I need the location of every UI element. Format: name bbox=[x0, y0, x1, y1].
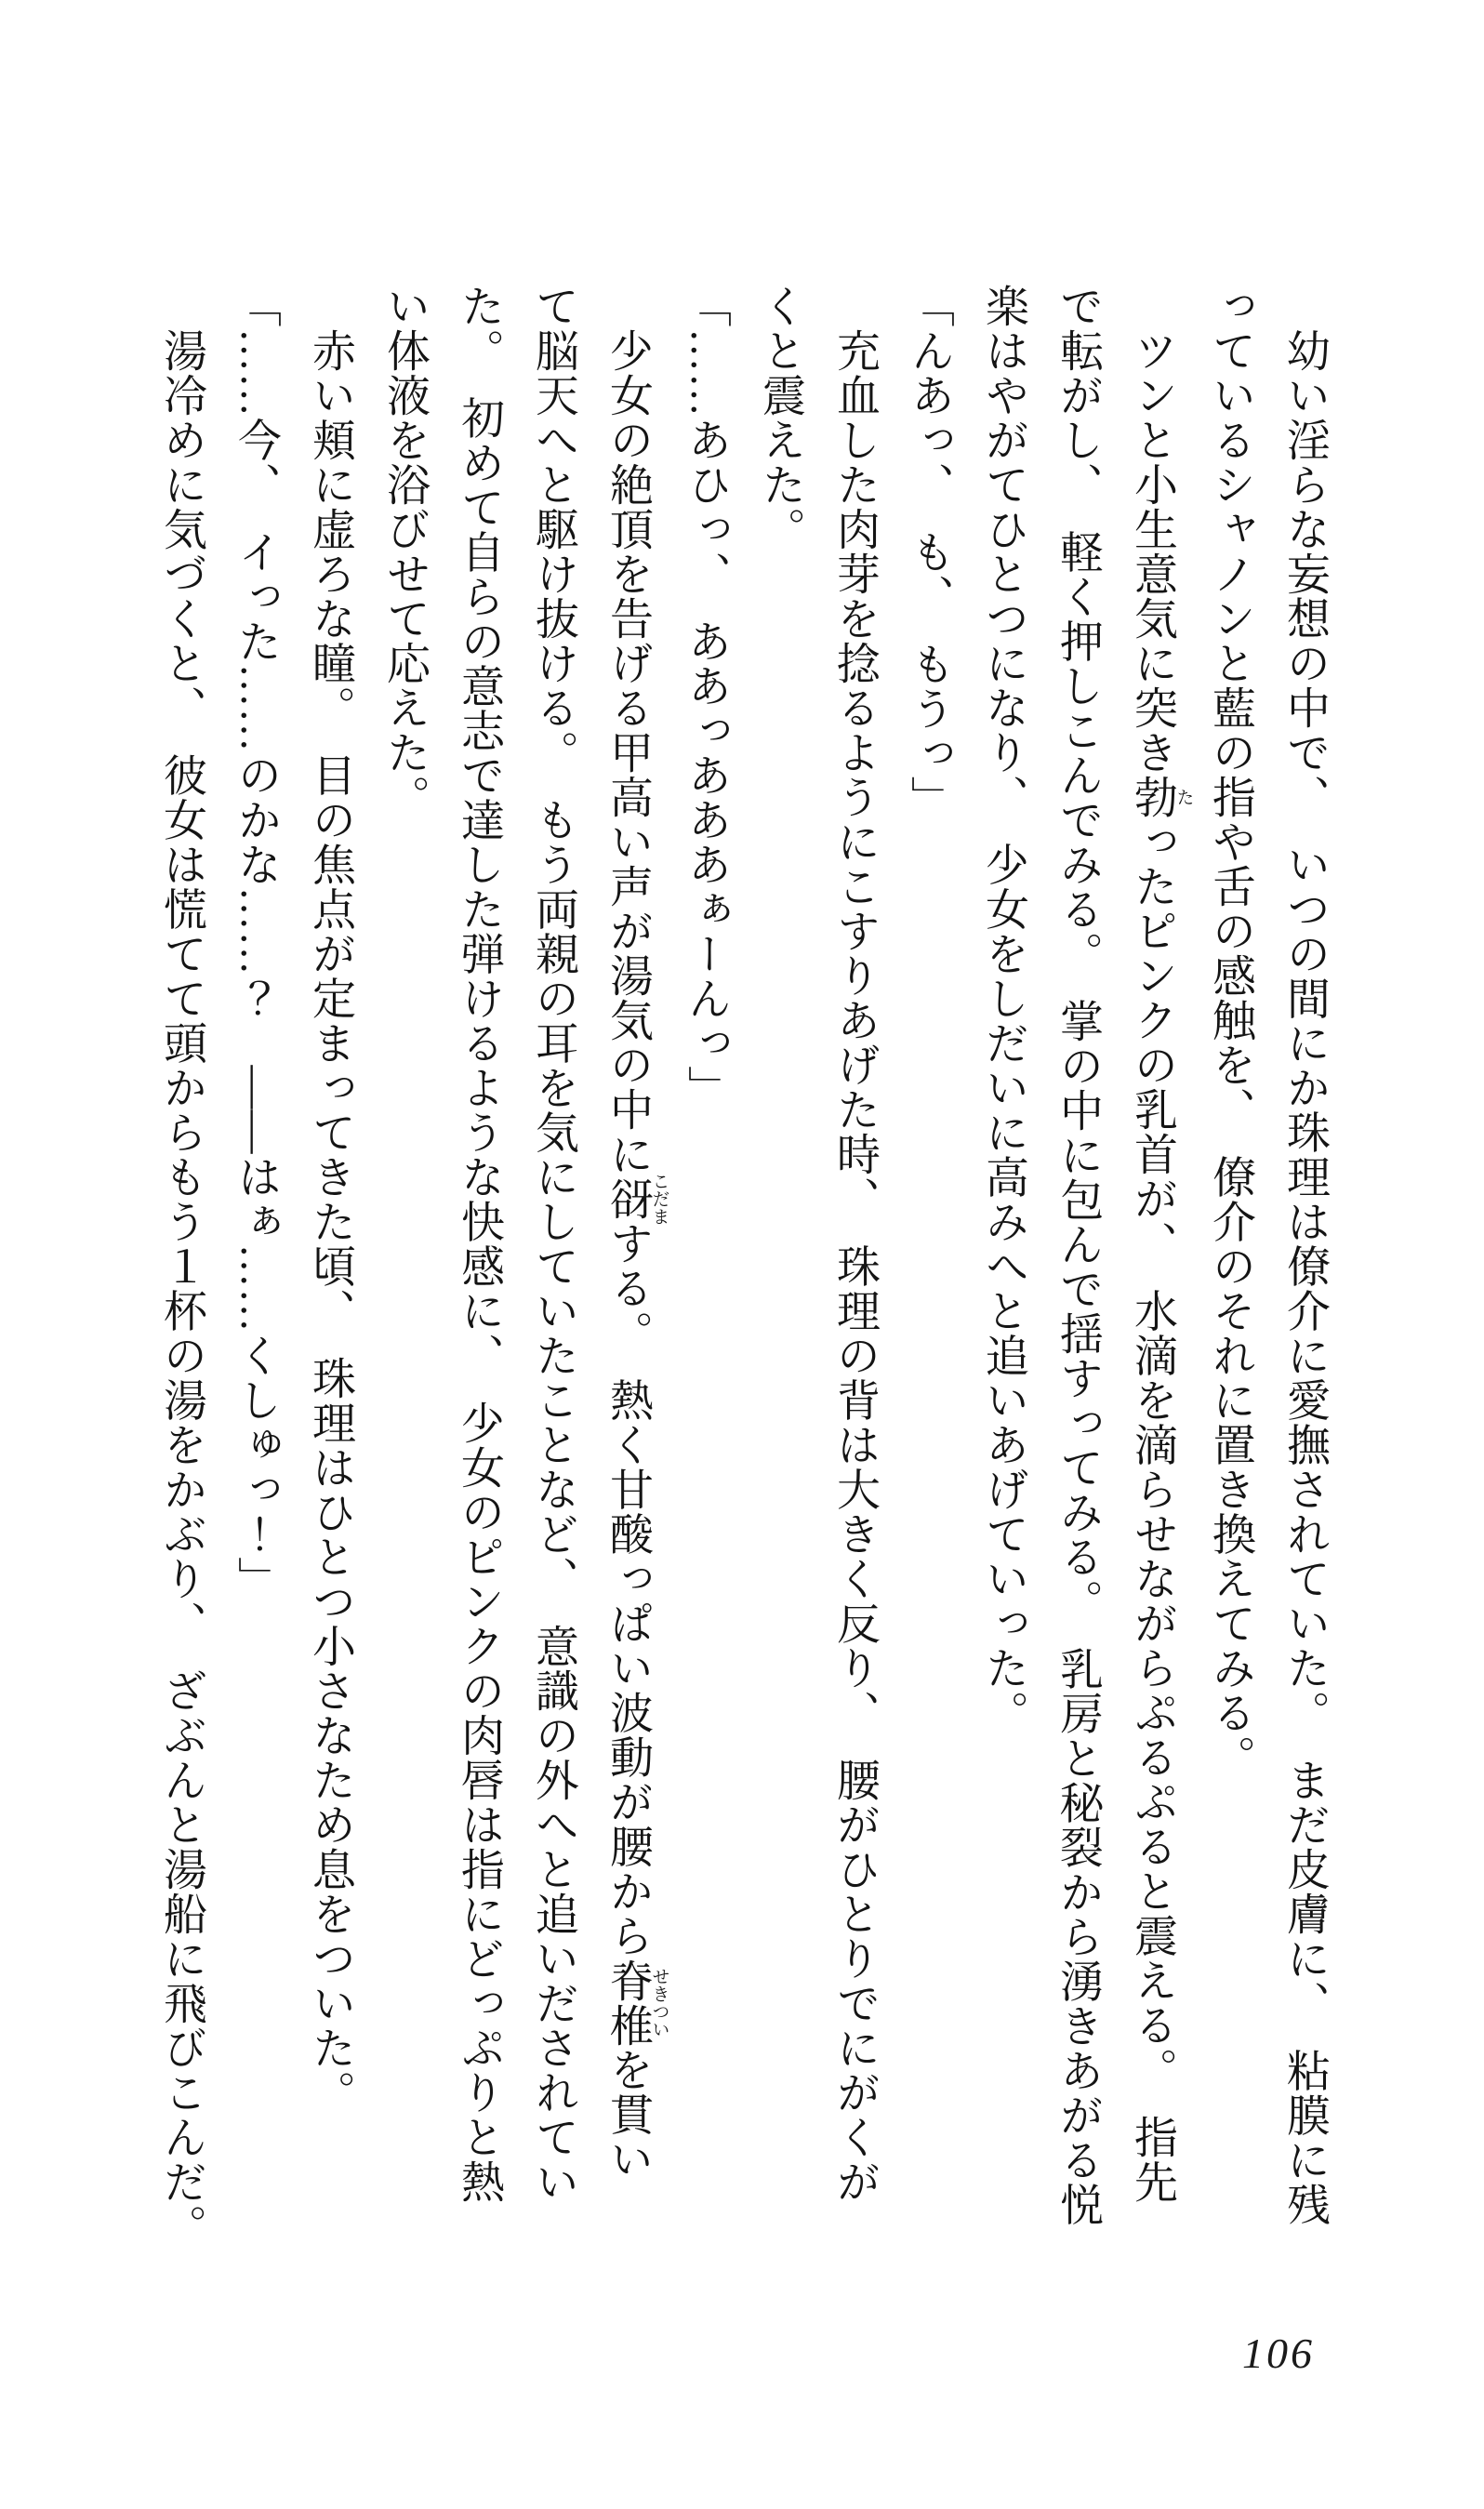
text-column-9: 「……あひっ、 ああっあああぁーんっ」 bbox=[682, 284, 730, 1110]
text-column-14: 赤い頬に虚ろな瞳。 目の焦点が定まってきた頃、 珠理はひとつ小さなため息をついた。 bbox=[306, 328, 354, 2115]
text-column-2: っているシャノンと藍の指や舌の感触を、 僚介のそれに置き換えてみる。 bbox=[1206, 284, 1254, 1780]
text-column-15: 「……今、 イった……のかな……？ ――はぁ……くしゅっ！」 bbox=[232, 284, 280, 1601]
ruby-annotated-word: 脊椎せきつい bbox=[603, 1958, 669, 2048]
text-column-10: 少女の絶頂を告げる甲高い声が湯気の中に谺こだまする。 熱く甘酸っぱい波動が腰から脊椎せきついを貫い bbox=[603, 328, 669, 2182]
text-column-5: 楽はやがてひとつになり、 少女をしだいに高みへと追いあげていった。 bbox=[979, 284, 1027, 1735]
furigana-reading: た bbox=[1173, 775, 1194, 819]
furigana-reading: せきつい bbox=[649, 1958, 669, 2048]
text-column-3: ツンと小生意気に突き勃たったピンクの乳首が、 水滴を滴らせながらぷるぷると震える。 指先 bbox=[1128, 328, 1194, 2204]
text-column-6: 「んあっ、 も、 もうっ」 bbox=[905, 284, 953, 820]
ruby-annotated-word: 勃た bbox=[1128, 775, 1194, 819]
vertical-text-block bbox=[152, 284, 1342, 2316]
furigana-reading: こだま bbox=[649, 1172, 669, 1226]
text-column-8: くと震えた。 bbox=[756, 284, 804, 551]
text-column-4: で転がし、 軽く押しこんでみる。 掌の中に包んで揺すってみる。 乳房と秘裂から湧きあがる悦 bbox=[1053, 284, 1102, 2227]
text-column-7: 充血した肉芽を捻るようにこすりあげた時、 珠理の背は大きく反り、 腰がひとりでにがくが bbox=[830, 328, 879, 2204]
text-column-1: 幼い淫らな妄想の中で、 いつの間にか珠理は僚介に愛撫されていた。 まだ皮膚に、 粘膜に残 bbox=[1280, 328, 1329, 2227]
text-column-12: た。 初めて自らの意志で達した弾けるような快感に、 少女のピンクの肉唇は指にどっぷりと熱 bbox=[455, 284, 503, 2204]
page-number: 106 bbox=[1242, 2330, 1315, 2377]
text-column-13: い体液を浴びせて応えた。 bbox=[380, 284, 429, 819]
ruby-annotated-word: 谺こだま bbox=[603, 1172, 669, 1226]
text-column-11: て脳天へと駆け抜ける。 もう両親の耳を気にしていたことなど、 意識の外へと追いだされてい bbox=[529, 284, 577, 2204]
text-column-16: 湯冷めに気づくと、 彼女は慌てて頭からもう１杯の湯をかぶり、 ざぶんと湯船に飛びこんだ。 bbox=[157, 328, 205, 2249]
